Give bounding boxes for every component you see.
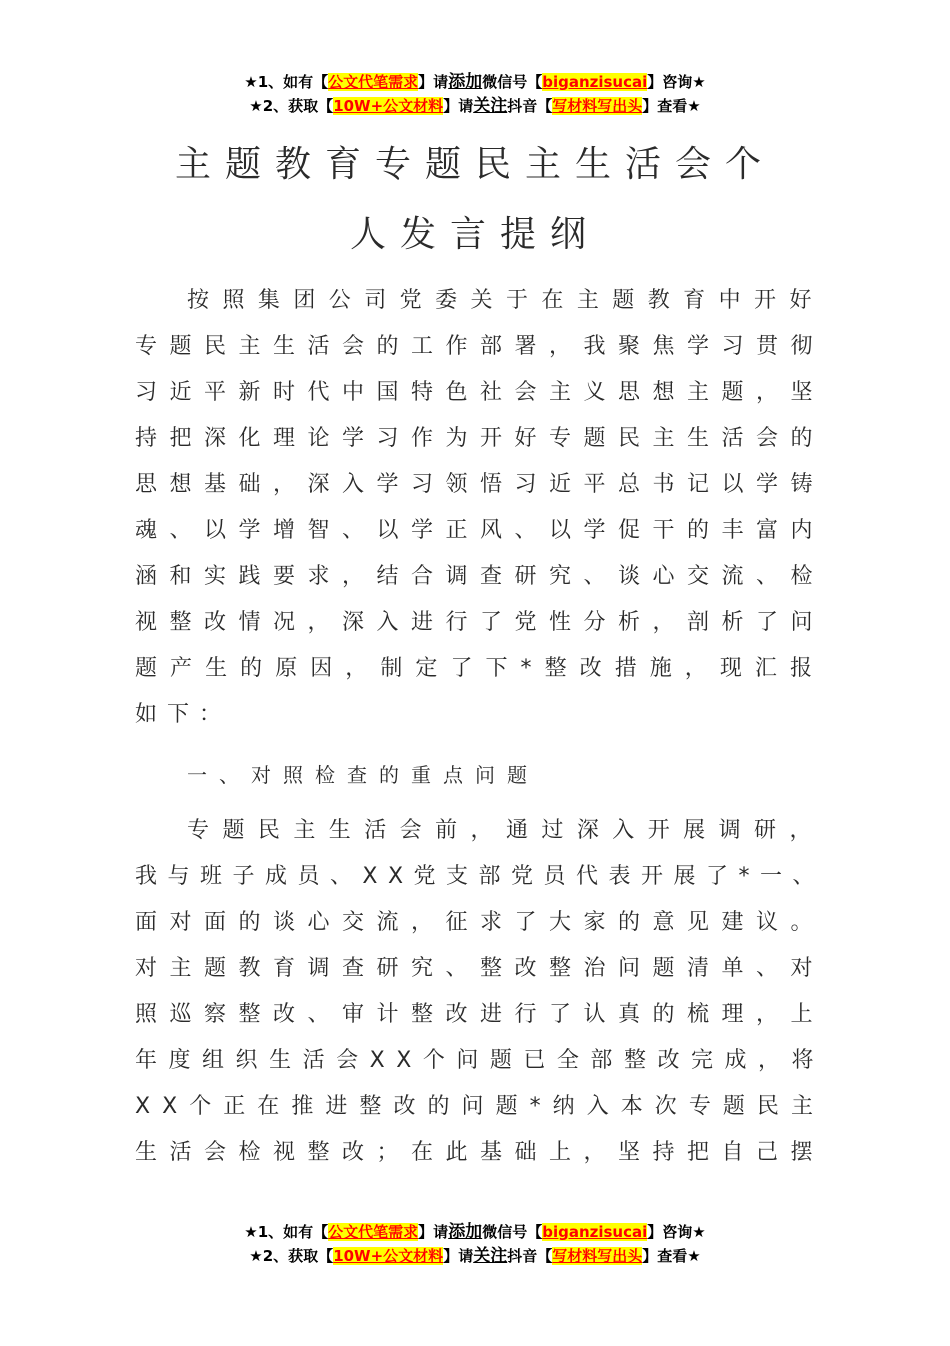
promo-text: 】请 [418,73,449,91]
promo-text: 】请 [443,97,474,115]
text-line: 专题民主生活会前，通过深入开展调研， [187,818,825,843]
text-line: 如下： [135,702,232,727]
text-line: 习近平新时代中国特色社会主义思想主题，坚 [135,380,826,405]
promo-highlight: 公文代笔需求 [328,73,419,91]
text-line: 视整改情况，深入进行了党性分析，剖析了问 [135,610,826,635]
promo-highlight: 公文代笔需求 [328,1223,419,1241]
promo-text: ★1、如有【 [244,73,329,91]
promo-douyin-id: 写材料写出头 [552,1247,643,1265]
promo-douyin-id: 写材料写出头 [552,97,643,115]
promo-text: 】咨询★ [647,73,706,91]
text-line: 按照集团公司党委关于在主题教育中开好 [187,288,825,313]
document-title-line-1: 主题教育专题民主生活会个 [174,144,775,185]
promo-notice-bottom [0,1220,950,1268]
promo-text: ★2、获取【 [249,97,334,115]
promo-emphasis: 添加 [448,1222,483,1242]
text-line: 持把深化理论学习作为开好专题民主生活会的 [135,426,826,451]
promo-text: ★1、如有【 [244,1223,329,1241]
promo-text: 】咨询★ [647,1223,706,1241]
promo-text: 】查看★ [642,1247,701,1265]
section-paragraph [135,808,825,1176]
promo-wechat-id: biganzisucai [542,73,648,91]
section-heading-text: 一、对照检查的重点问题 [187,763,539,787]
text-line: 照巡察整改、审计整改进行了认真的梳理，上 [135,1002,826,1027]
text-line: 题产生的原因，制定了下*整改措施，现汇报 [135,656,826,681]
text-line: 面对面的谈心交流，征求了大家的意见建议。 [135,910,826,935]
text-line: 魂、以学增智、以学正风、以学促干的丰富内 [135,518,826,543]
promo-text: 微信号【 [482,1223,543,1241]
document-title-line-2: 人发言提纲 [349,214,600,255]
section-heading [135,752,825,798]
promo-text: 微信号【 [482,73,543,91]
promo-emphasis: 添加 [448,72,483,92]
promo-notice-top [0,70,950,118]
promo-highlight: 10W+公文材料 [333,1247,444,1265]
promo-emphasis: 关注 [473,1246,508,1266]
promo-line-2 [0,94,950,118]
promo-text: 】查看★ [642,97,701,115]
promo-text: 抖音【 [507,1247,553,1265]
promo-wechat-id: biganzisucai [542,1223,648,1241]
text-line: 我与班子成员、XX党支部党员代表开展了*一、 [135,864,825,889]
promo-highlight: 10W+公文材料 [333,97,444,115]
promo-text: 】请 [443,1247,474,1265]
text-line: 年度组织生活会XX个问题已全部整改完成，将 [135,1048,826,1073]
promo-text: 】请 [418,1223,449,1241]
text-line: XX个正在推进整改的问题*纳入本次专题民主 [135,1094,825,1119]
promo-emphasis: 关注 [473,96,508,116]
text-line: 思想基础，深入学习领悟习近平总书记以学铸 [135,472,826,497]
promo-text: ★2、获取【 [249,1247,334,1265]
text-line: 对主题教育调查研究、整改整治问题清单、对 [135,956,826,981]
intro-paragraph [135,278,825,738]
promo-line-2 [0,1244,950,1268]
text-line: 生活会检视整改；在此基础上，坚持把自己摆 [135,1140,826,1165]
promo-line-1 [0,1220,950,1244]
promo-line-1 [0,70,950,94]
promo-text: 抖音【 [507,97,553,115]
text-line: 涵和实践要求，结合调查研究、谈心交流、检 [135,564,826,589]
text-line: 专题民主生活会的工作部署，我聚焦学习贯彻 [135,334,826,359]
